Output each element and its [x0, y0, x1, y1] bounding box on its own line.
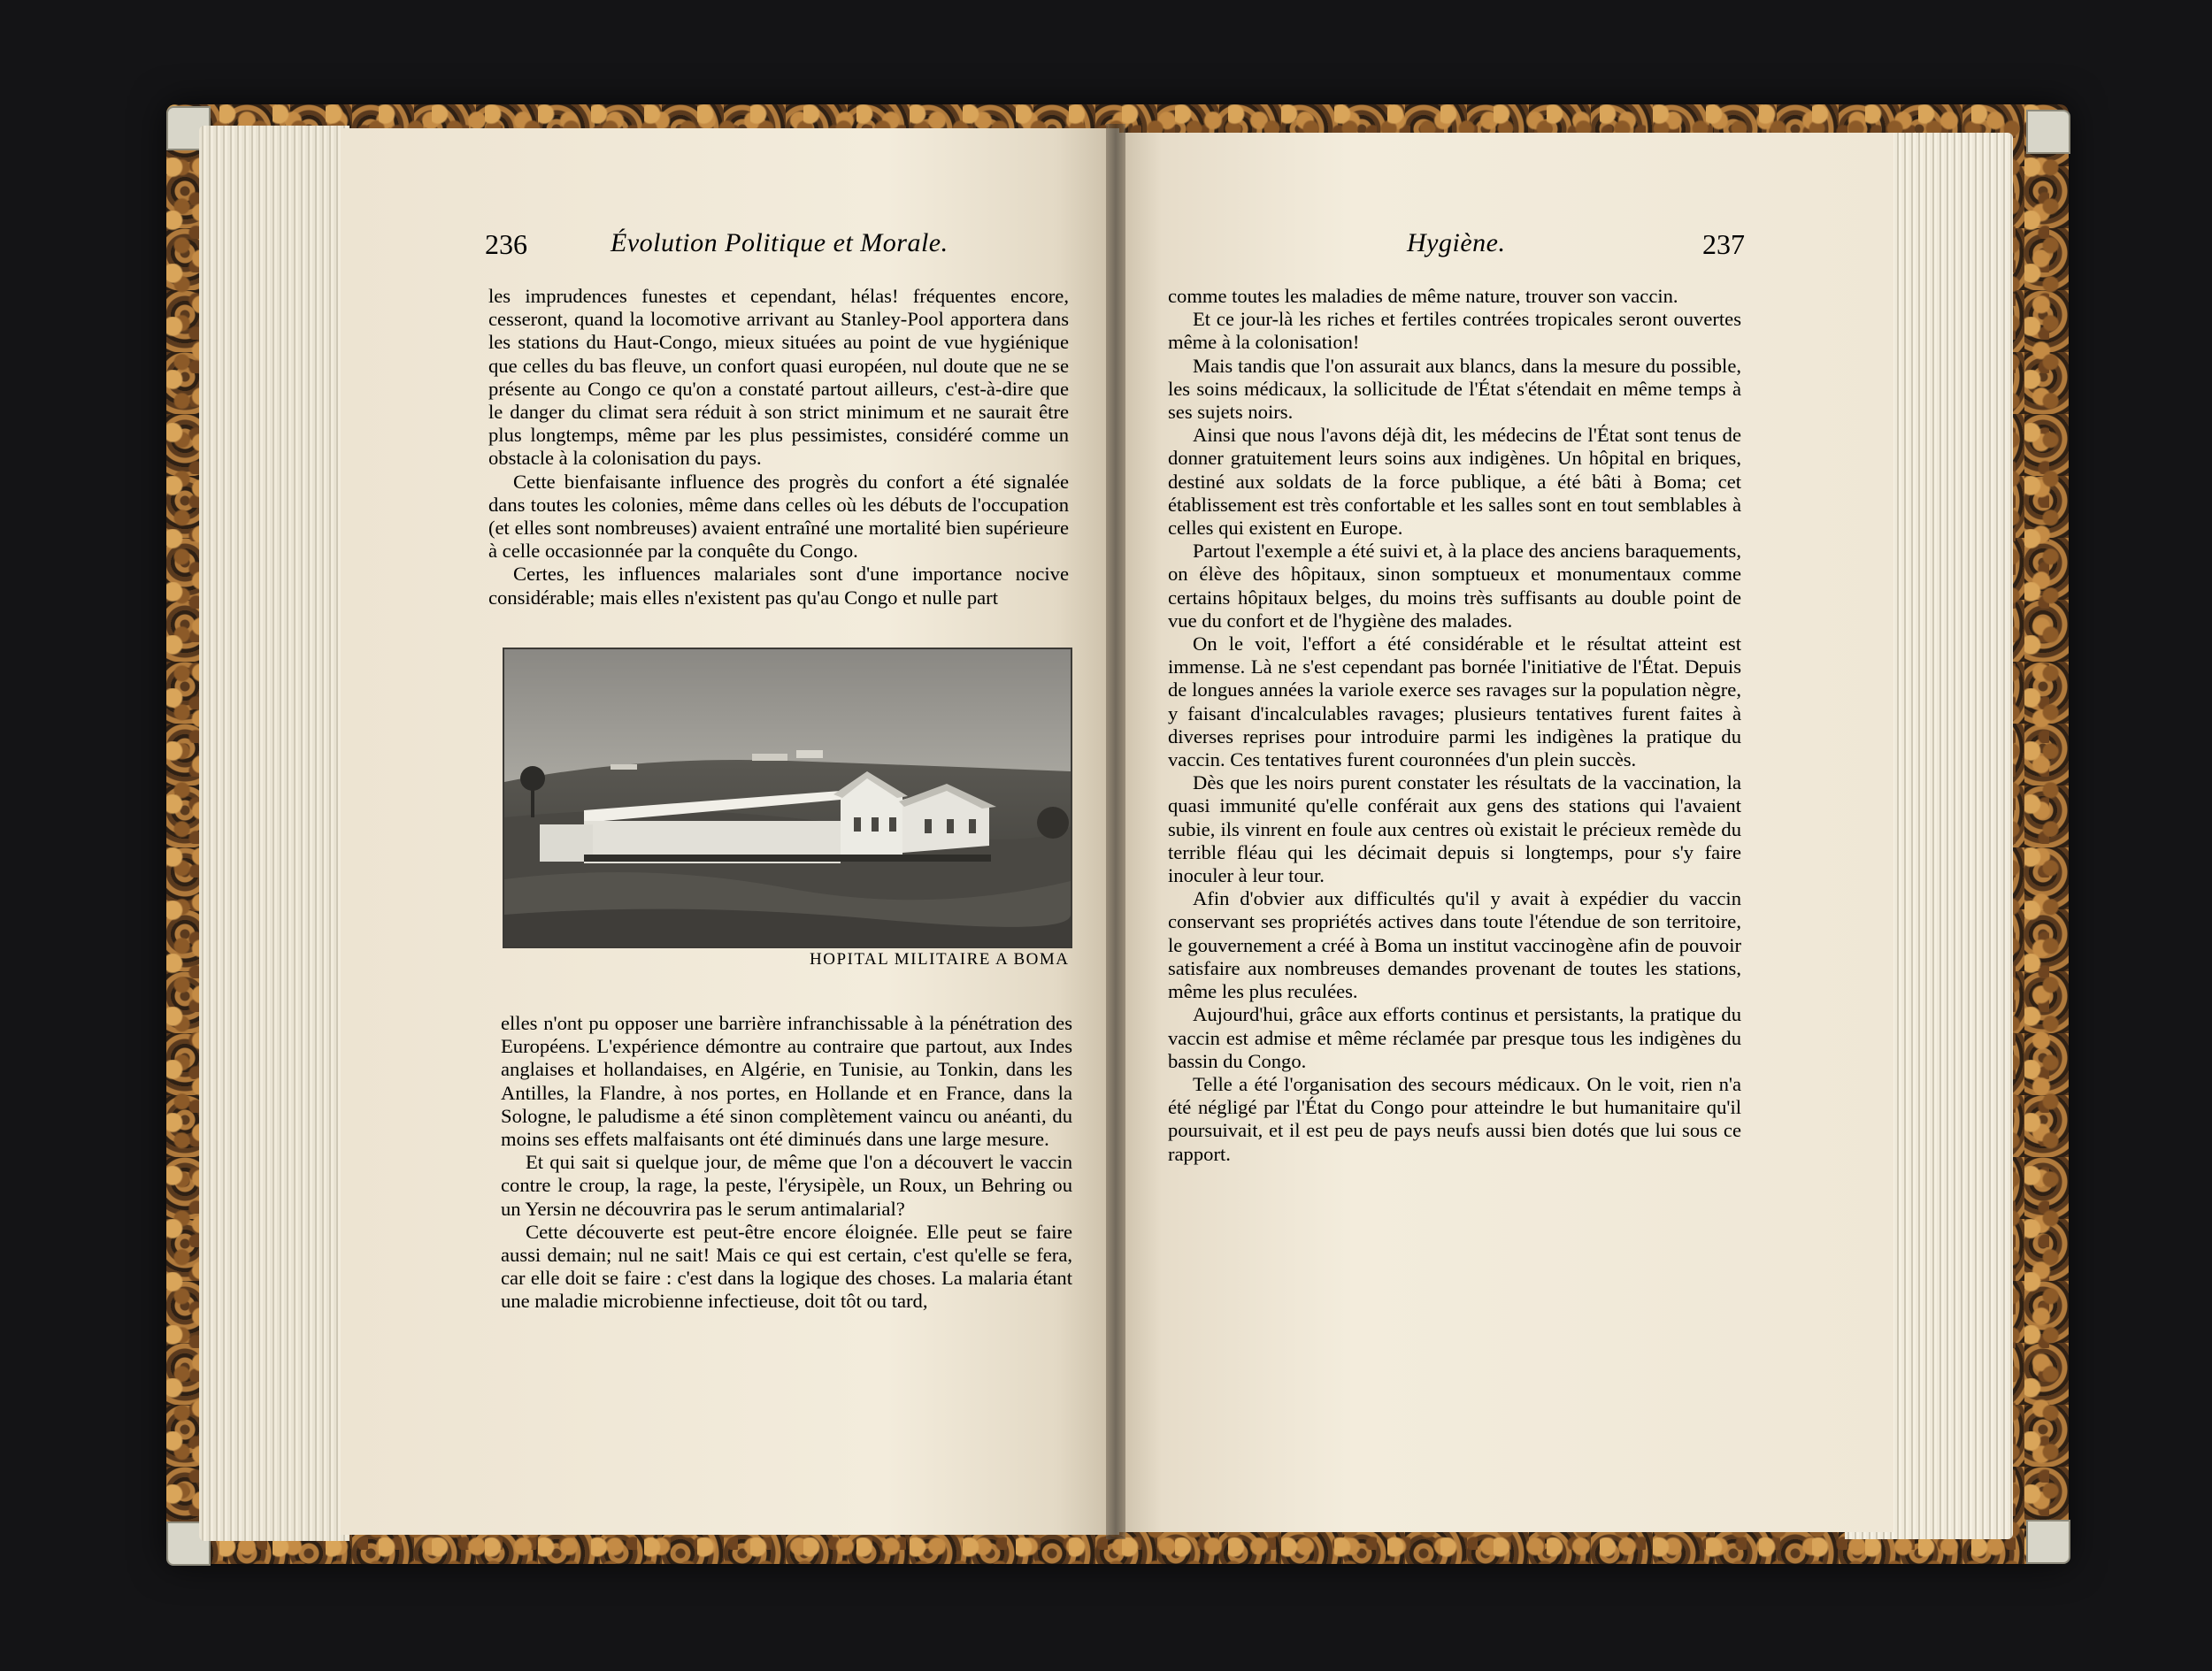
corner-protector-top-right [2026, 110, 2070, 154]
page-number-right: 237 [1702, 228, 1745, 260]
figure-caption: HOPITAL MILITAIRE A BOMA [810, 950, 1070, 969]
paragraph: Cette découverte est peut-être encore éloignée. Elle peut se faire aussi demain; nul ne sait! Mais ce qui est certain, c'est qu'elle se fera, car elle doit se faire : c'est dans la logique des choses. La malaria étant une maladie microbienne infectieuse, doit tôt ou tard, [501, 1220, 1072, 1313]
corner-protector-bottom-right [2026, 1520, 2070, 1564]
paragraph: Aujourd'hui, grâce aux efforts continus et persistants, la pratique du vaccin est admise et même réclamée par presque tous les indigènes du bassin du Congo. [1168, 1003, 1741, 1072]
paragraph: Mais tandis que l'on assurait aux blancs, dans la mesure du possible, les soins médicaux, la sollicitude de l'État s'étendait en même temps à ses sujets noirs. [1168, 354, 1741, 424]
paragraph: On le voit, l'effort a été considérable et le résultat atteint est immense. Là ne s'est cependant pas bornée l'initiative de l'État. Depuis de longues années la variole exerce ses ravages sur la population nègre, y faisant d'incalculables ravages; plusieurs tentatives furent faites à diverses reprises pour introduire parmi les indigènes la pratique du vaccin. Ces tentatives furent couronnées d'un plein succès. [1168, 632, 1741, 771]
running-head-right: Hygiène. [1407, 228, 1506, 257]
paragraph: Et ce jour-là les riches et fertiles contrées tropicales seront ouvertes même à la colonisation! [1168, 308, 1741, 354]
paragraph: Et qui sait si quelque jour, de même que l'on a découvert le vaccin contre le croup, la rage, la peste, l'érysipèle, un Roux, un Behring ou un Yersin ne découvrira pas le serum antimalarial? [501, 1151, 1072, 1220]
left-text-top [488, 285, 1069, 609]
paragraph: comme toutes les maladies de même nature, trouver son vaccin. [1168, 285, 1678, 307]
page-block-left [199, 126, 349, 1541]
paragraph: Afin d'obvier aux difficultés qu'il y avait à expédier du vaccin conservant ses propriétés actives dans toute l'étendue de son territoire, le gouvernement a créé à Boma un institut vaccinogène afin de pouvoir satisfaire aux nombreuses demandes provenant de toutes les stations, même les plus reculées. [1168, 887, 1741, 1003]
paragraph: Cette bienfaisante influence des progrès du confort a été signalée dans toutes les colonies, même dans celles où les débuts de l'occupation (et elles sont nombreuses) avaient entraîné une mortalité bien supérieure à celle occasionnée par la conquête du Congo. [488, 470, 1069, 563]
book-gutter [1106, 124, 1125, 1539]
hospital-photo-image [504, 649, 1071, 947]
paragraph: les imprudences funestes et cependant, hélas! fréquentes encore, cesseront, quand la locomotive arrivant au Stanley-Pool apportera dans les stations du Haut-Congo, mieux situées au point de vue hygiénique que celles du bas fleuve, un confort quasi européen, nul doute que ne se présente au Congo ce qu'on a constaté partout ailleurs, c'est-à-dire que le danger du climat sera réduit à son strict minimum et ne saurait être plus longtemps, même par les plus pessimistes, considéré comme un obstacle à la colonisation du pays. [488, 285, 1069, 470]
paragraph: elles n'ont pu opposer une barrière infranchissable à la pénétration des Européens. L'expérience démontre au contraire que partout, aux Indes anglaises et hollandaises, en Algérie, en Tunisie, au Tonkin, dans les Antilles, la Flandre, à nos portes, en Hollande et en France, dans la Sologne, le paludisme a été sinon complètement vaincu ou anéanti, du moins ses effets malfaisants ont été diminués dans une large mesure. [501, 1012, 1072, 1151]
paragraph: Dès que les noirs purent constater les résultats de la vaccination, la quasi immunité qu'elle conférait aux gens des stations qui l'avaient subie, ils vinrent en foule aux centres où existait le précieux remède du terrible fléau qui les décimait depuis si longtemps, pour s'y faire inoculer à leur tour. [1168, 771, 1741, 887]
running-head-left: Évolution Politique et Morale. [611, 228, 949, 257]
hospital-photograph [503, 648, 1072, 948]
right-text [1168, 285, 1741, 1166]
page-number-left: 236 [485, 228, 527, 260]
paragraph: Telle a été l'organisation des secours médicaux. On le voit, rien n'a été négligé par l'État du Congo pour atteindre le but humanitaire qu'il poursuivait, et il est peu de pays neufs aussi bien dotés que lui sous ce rapport. [1168, 1072, 1741, 1165]
paragraph: Ainsi que nous l'avons déjà dit, les médecins de l'État sont tenus de donner gratuitement leurs soins aux indigènes. Un hôpital en briques, destiné aux soldats de la force publique, a été bâti à Boma; cet établissement est très confortable et les salles sont en tout semblables à celles qui existent en Europe. [1168, 424, 1741, 540]
paragraph: Partout l'exemple a été suivi et, à la place des anciens baraquements, on élève des hôpitaux, sinon somptueux et monumentaux comme certains hôpitaux belges, du moins très suffisants au double point de vue du confort et de l'hygiène des malades. [1168, 540, 1741, 632]
paragraph: Certes, les influences malariales sont d'une importance nocive considérable; mais elles n'existent pas qu'au Congo et nulle part [488, 563, 1069, 609]
left-text-bottom [501, 1012, 1072, 1314]
